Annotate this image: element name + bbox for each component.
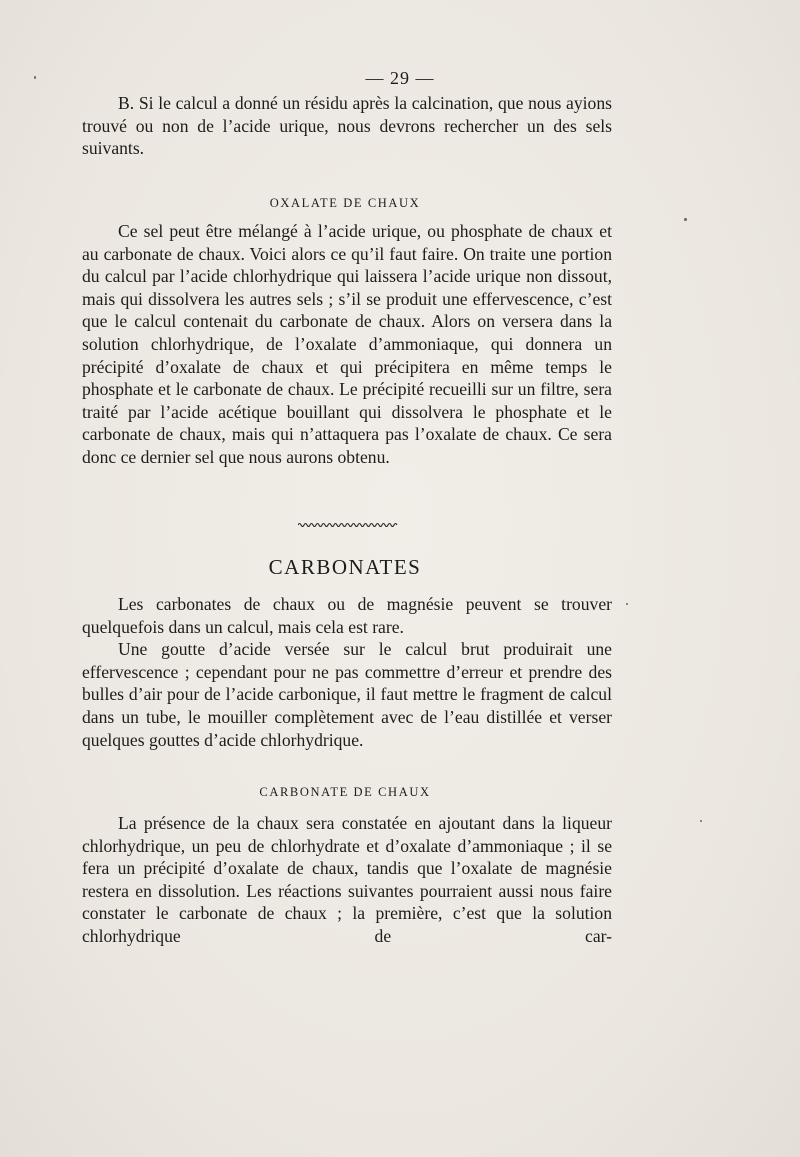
paper-speck [34, 76, 36, 79]
carbonate-chaux-paragraph: La présence de la chaux sera constatée en ajoutant dans la liqueur chlorhydrique, un peu de chlorhydrate et d’oxalate d’ammoniaque ; il se fera un précipité d’oxalate de chaux, tandis que l’oxalate de magnésie restera en dissolution. Les réactions suivantes pourraient aussi nous faire constater le carbonate de chaux ; la première, c’est que la solution chlorhydrique de car- [82, 813, 612, 946]
carbonates-paragraph-2: Une goutte d’acide versée sur le calcul brut produirait une effervescence ; cependant pour ne pas commettre d’erreur et prendre des bulles d’air pour de l’acide carbonique, il faut mettre le fragment de calcul dans un tube, le mouiller complètement avec de l’eau distillée et verser quelques gouttes d’acide chlorhydrique. [82, 639, 612, 750]
paper-speck [684, 218, 687, 221]
wavy-divider [298, 521, 398, 529]
carbonates-paragraph-1: Les carbonates de chaux ou de magnésie peuvent se trouver quelquefois dans un calcul, mais cela est rare. [82, 594, 612, 637]
intro-paragraph-block [82, 92, 612, 160]
carbonate-chaux-paragraph-block [82, 812, 612, 948]
carbonates-paragraph-block [82, 593, 612, 751]
page-number: — 29 — [365, 68, 435, 88]
paper-speck [626, 603, 628, 605]
oxalate-paragraph: Ce sel peut être mélangé à l’acide urique, ou phosphate de chaux et au carbonate de chaux. Voici alors ce qu’il faut faire. On traite une portion du calcul par l’acide chlorhydrique qui laissera l’acide urique non dissout, mais qui dissolvera les autres sels ; s’il se produit une effervescence, c’est que le calcul contenait du carbonate de chaux. Alors on versera dans la solution chlorhydrique, de l’oxalate d’ammoniaque, qui donnera un précipité d’oxalate de chaux et qui précipitera en même temps le phosphate et le carbonate de chaux. Le précipité recueilli sur un filtre, sera traité par l’acide acétique bouillant qui dissolvera le phosphate et le carbonate de chaux, mais qui n’attaquera pas l’oxalate de chaux. Ce sera donc ce dernier sel que nous aurons obtenu. [82, 221, 612, 467]
section-title-carbonate-de-chaux: CARBONATE DE CHAUX [259, 785, 431, 799]
section-title-carbonates: CARBONATES [268, 555, 422, 579]
section-title-oxalate: OXALATE DE CHAUX [269, 196, 421, 210]
oxalate-paragraph-block [82, 220, 612, 469]
paper-speck [700, 820, 702, 822]
intro-paragraph: B. Si le calcul a donné un résidu après la calcination, que nous ayions trouvé ou non de l’acide urique, nous devrons rechercher un des sels suivants. [82, 93, 612, 159]
